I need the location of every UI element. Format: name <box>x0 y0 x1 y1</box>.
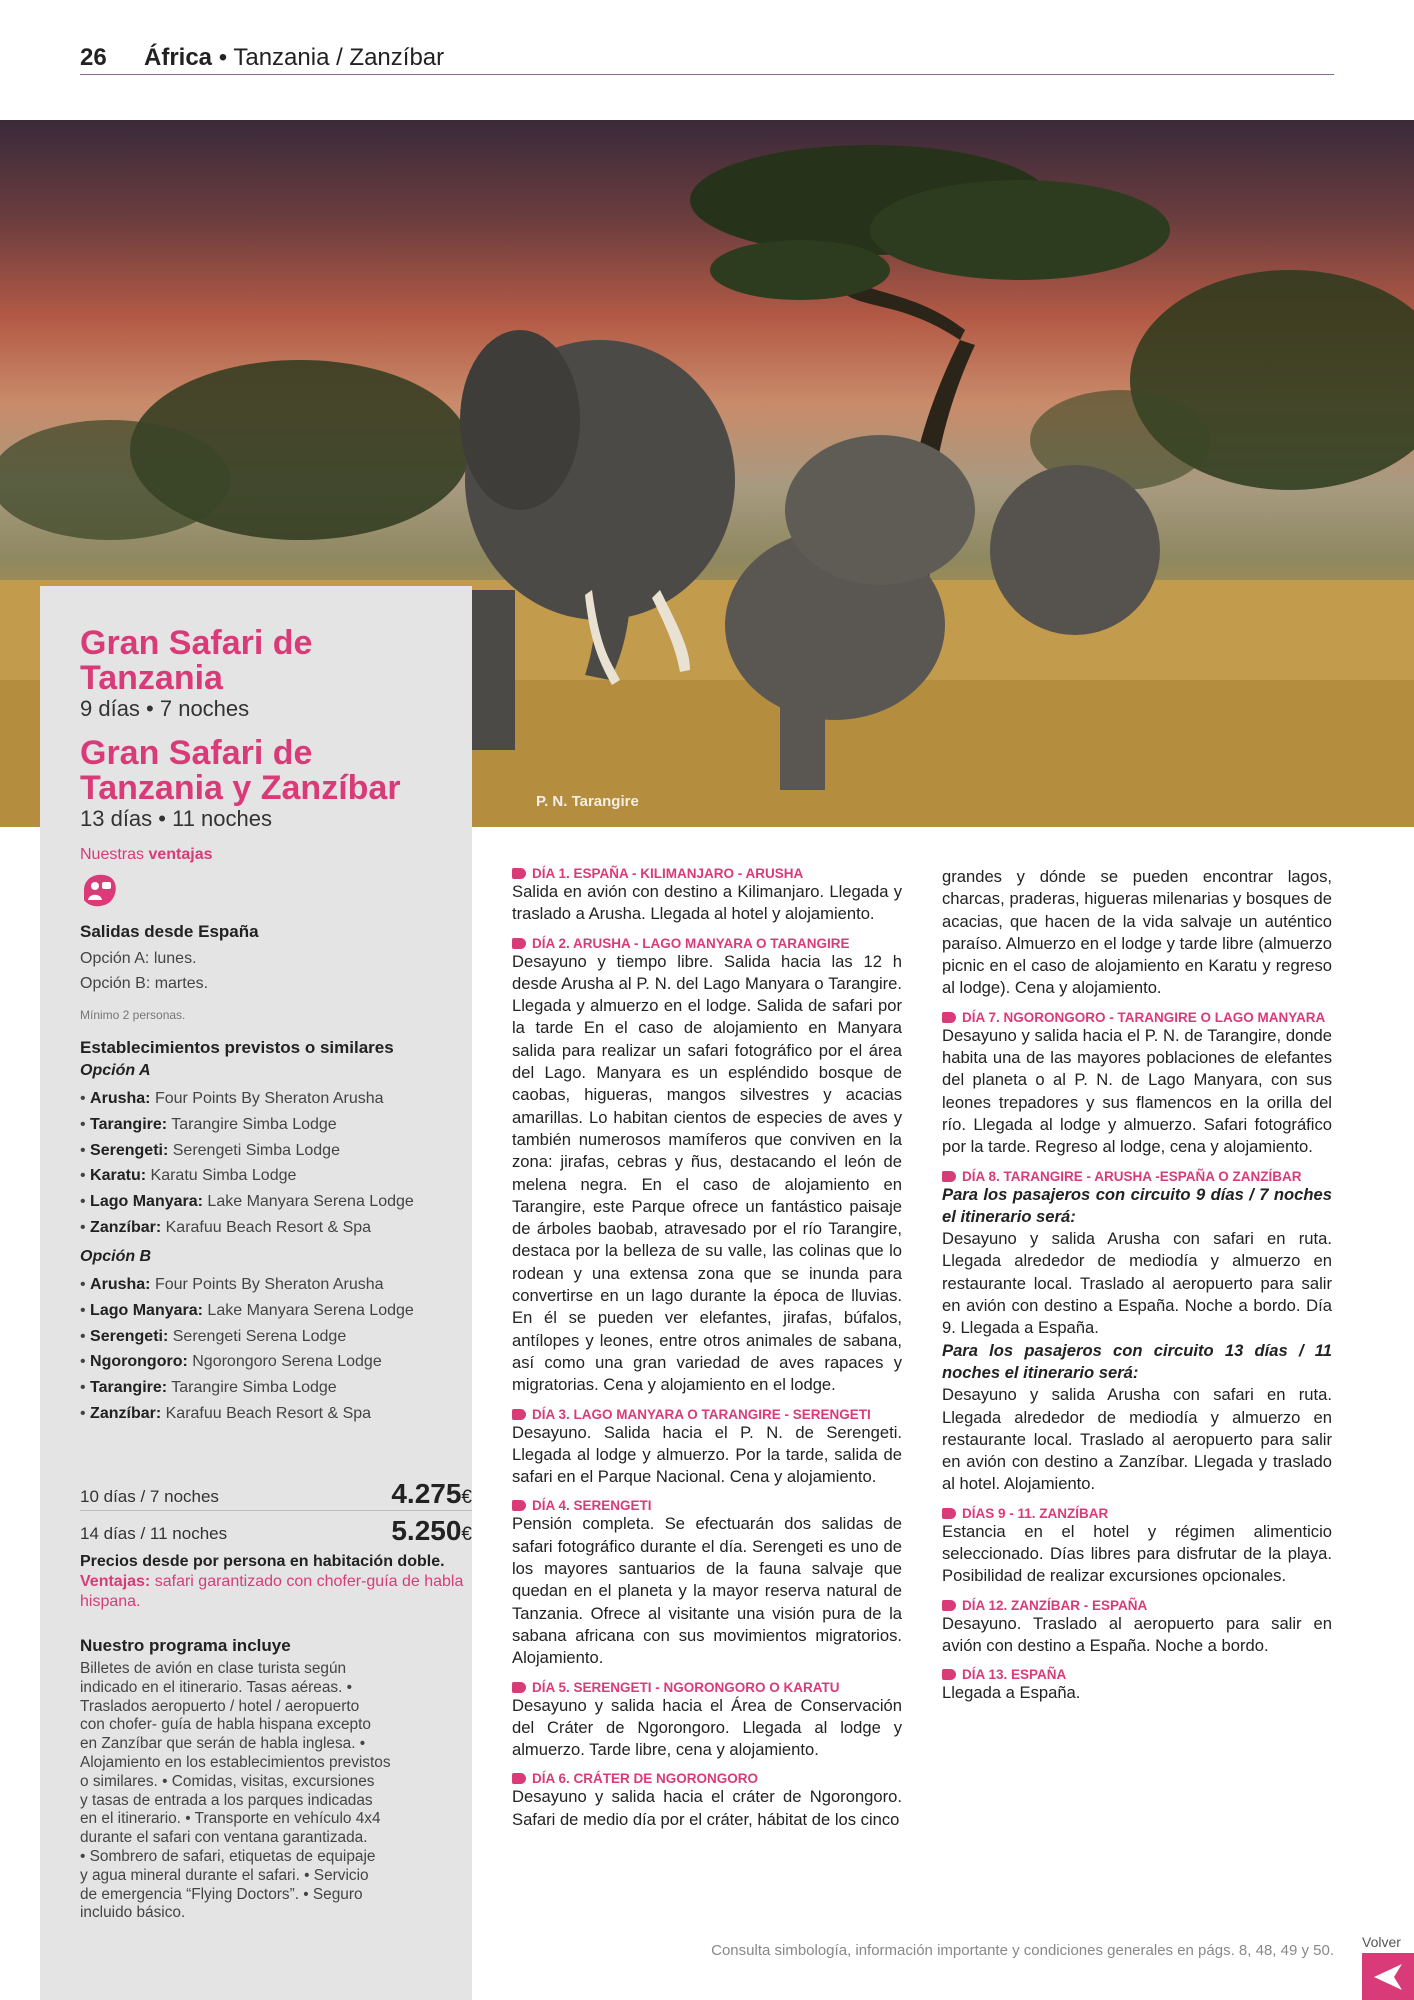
location-name: Tanzania / Zanzíbar <box>233 44 445 71</box>
day-description: Llegada a España. <box>942 1683 1081 1703</box>
day-description: Desayuno. Salida hacia el P. N. de Serengeti. Llegada al lodge y almuerzo. Por la tarde, salida de safari en el Parque Nacional. Cena y alojamiento. <box>512 1422 902 1487</box>
page-number: 26 <box>80 44 107 71</box>
region-name: África <box>144 44 213 71</box>
hotel-list-item: • Zanzíbar: Karafuu Beach Resort & Spa <box>80 1404 372 1422</box>
hotel-list-item: • Tarangire: Tarangire Simba Lodge <box>80 1379 337 1397</box>
day-heading: DÍA 4. SERENGETI <box>512 1498 902 1513</box>
day-marker-icon <box>942 1600 956 1611</box>
day-description: Salida en avión con destino a Kilimanjaro. Llegada y traslado a Arusha. Llegada al hotel y alojamiento. <box>512 882 902 924</box>
day-heading: DÍA 13. ESPAÑA <box>942 1667 1332 1682</box>
hotel-list-item: • Ngorongoro: Ngorongoro Serena Lodge <box>80 1353 382 1371</box>
option-b-hotel-list <box>80 1272 472 1427</box>
day-subheading: Para los pasajeros con circuito 13 días / 11 noches el itinerario será: <box>942 1340 1332 1382</box>
ventajas-prefix: Nuestras <box>80 846 145 863</box>
day-description: Desayuno y salida hacia el cráter de Ngorongoro. Safari de medio día por el cráter, hábitat de los cinco <box>512 1787 902 1829</box>
hotel-list-item: • Arusha: Four Points By Sheraton Arusha <box>80 1276 384 1293</box>
incluye-heading: Nuestro programa incluye <box>80 1636 291 1655</box>
ventajas-label <box>80 846 472 864</box>
day-description: Estancia en el hotel y régimen alimenticio seleccionado. Días libres para disfrutar de la playa. Posibilidad de realizar excursiones opcionales. <box>942 1521 1332 1586</box>
guide-badge-icon <box>80 870 120 910</box>
footer-note: Consulta simbología, información importante y condiciones generales en págs. 8, 48, 49 y 50. <box>711 1942 1334 1959</box>
volver-label[interactable]: Volver <box>1362 1934 1401 1950</box>
day-marker-icon <box>512 1500 526 1511</box>
day-marker-icon <box>942 1669 956 1680</box>
photo-caption: P. N. Tarangire <box>536 793 639 810</box>
day-heading: DÍA 12. ZANZÍBAR - ESPAÑA <box>942 1598 1332 1613</box>
day-heading: DÍA 5. SERENGETI - NGORONGORO O KARATU <box>512 1680 902 1695</box>
hotel-list-item: • Arusha: Four Points By Sheraton Arusha <box>80 1090 384 1107</box>
trip1-title-line2: Tanzania <box>80 659 223 697</box>
day-marker-icon <box>512 938 526 949</box>
back-arrow-icon <box>1372 1962 1404 1992</box>
hotel-list-item: • Serengeti: Serengeti Serena Lodge <box>80 1327 347 1345</box>
price-note <box>80 1552 472 1612</box>
hotel-list-item: • Tarangire: Tarangire Simba Lodge <box>80 1115 337 1133</box>
trip2-duration: 13 días • 11 noches <box>80 806 272 831</box>
day-heading: DÍAS 9 - 11. ZANZÍBAR <box>942 1506 1332 1521</box>
day-marker-icon <box>942 1171 956 1182</box>
trip2-title <box>80 736 472 806</box>
price-value: 5.250€ <box>391 1515 472 1546</box>
hotel-list-item: • Zanzíbar: Karafuu Beach Resort & Spa <box>80 1218 372 1236</box>
trip-info-sidebar <box>40 586 472 2000</box>
day-description: Desayuno. Traslado al aeropuerto para salir en avión con destino a España. Noche a bordo. <box>942 1613 1332 1655</box>
price-label: 14 días / 11 noches <box>80 1524 228 1543</box>
day-heading: DÍA 2. ARUSHA - LAGO MANYARA O TARANGIRE <box>512 936 902 951</box>
day-heading: DÍA 8. TARANGIRE - ARUSHA -ESPAÑA O ZANZÍBAR <box>942 1169 1332 1184</box>
itinerary-column-2 <box>942 866 1332 1705</box>
incluye-text: Billetes de avión en clase turista según indicado en el itinerario. Tasas aéreas. • Traslados aeropuerto / hotel / aeropuerto con chofer- guía de habla hispana excepto en Zanzíbar que serán de habla inglesa. • Alojamiento en los establecimientos previstos o similares. • Comidas, visitas, excursiones y tasas de entrada a los parques indicadas en el itinerario. • Transporte en vehículo 4x4 durante el safari con ventana garantizada. • Sombrero de safari, etiquetas de equipaje y agua mineral durante el safari. • Servicio de emergencia “Flying Doctors”. • Seguro incluido básico. <box>80 1660 391 1922</box>
day-description: Desayuno y salida hacia el Área de Conservación del Cráter de Ngorongoro. Llegada al lodge y almuerzo. Tarde libre, cena y alojamiento. <box>512 1695 902 1760</box>
breadcrumb-separator: • <box>218 44 228 71</box>
day-description: Pensión completa. Se efectuarán dos salidas de safari fotográfico durante el día. Serengeti es uno de los mayores santuarios de la fauna salvaje que quedan en el planeta y la mayor reserva natural de Tanzania. Ofrece al visitante una visión pura de la sabana africana con sus movimientos migratorios. Alojamiento. <box>512 1514 902 1668</box>
day-heading: DÍA 1. ESPAÑA - KILIMANJARO - ARUSHA <box>512 866 902 881</box>
price-row <box>80 1511 472 1547</box>
establecimientos-heading: Establecimientos previstos o similares <box>80 1038 394 1057</box>
day-marker-icon <box>942 1012 956 1023</box>
itinerary-column-1 <box>512 866 902 1831</box>
hotel-list-item: • Lago Manyara: Lake Manyara Serena Lodge <box>80 1301 414 1319</box>
day-subheading: Para los pasajeros con circuito 9 días / 7 noches el itinerario será: <box>942 1184 1332 1226</box>
ventajas-word: ventajas <box>148 846 213 863</box>
price-value: 4.275€ <box>391 1478 472 1509</box>
price-note-ventajas-label: Ventajas: <box>80 1573 151 1590</box>
page-header <box>80 44 1334 75</box>
day-description: Desayuno y salida Arusha con safari en ruta. Llegada alrededor de mediodía y almuerzo en restaurante local. Traslado al aeropuerto para salir en avión con destino a Zanzíbar. Llegada y traslado al hotel. Alojamiento. <box>942 1385 1332 1494</box>
trip1-title-line1: Gran Safari de <box>80 624 313 662</box>
day-marker-icon <box>512 1773 526 1784</box>
back-button[interactable] <box>1362 1953 1414 2000</box>
trip1-duration: 9 días • 7 noches <box>80 696 250 721</box>
hotel-list-item: • Karatu: Karatu Simba Lodge <box>80 1167 297 1185</box>
salidas-heading: Salidas desde España <box>80 922 259 941</box>
price-note-text: Precios desde por persona en habitación doble. <box>80 1553 445 1570</box>
option-a-hotel-list <box>80 1086 472 1241</box>
hotel-list-item: • Serengeti: Serengeti Simba Lodge <box>80 1141 340 1159</box>
day-description: grandes y dónde se pueden encontrar lagos, charcas, praderas, higueras milenarias y bosques de acacias, que hacen de la vida salvaje un auténtico paraíso. Almuerzo en el lodge y tarde libre (almuerzo picnic en el caso de alojamiento en Karatu y regreso al lodge). Cena y alojamiento. <box>942 867 1332 998</box>
salidas-opcion-b: Opción B: martes. <box>80 975 209 992</box>
day-description: Desayuno y salida hacia el P. N. de Tarangire, donde habita una de las mayores poblaciones de elefantes del planeta o al P. N. de Lago Manyara, con sus leones trepadores y sus flamencos en la orilla del río. Llegada al lodge y almuerzo. Safari fotográfico por la tarde. Regreso al lodge, cena y alojamiento. <box>942 1025 1332 1157</box>
day-marker-icon <box>512 1409 526 1420</box>
price-label: 10 días / 7 noches <box>80 1487 219 1506</box>
price-row <box>80 1474 472 1511</box>
day-heading: DÍA 7. NGORONGORO - TARANGIRE O LAGO MANYARA <box>942 1010 1332 1025</box>
minimo-personas: Mínimo 2 personas. <box>80 1008 186 1022</box>
day-marker-icon <box>512 868 526 879</box>
salidas-opcion-a: Opción A: lunes. <box>80 950 197 967</box>
trip1-title <box>80 626 472 696</box>
day-description: Desayuno y salida Arusha con safari en ruta. Llegada alrededor de mediodía y almuerzo en restaurante local. Traslado al aeropuerto para salir en avión con destino a España. Noche a bordo. Día 9. Llegada a España. <box>942 1229 1332 1338</box>
hotel-list-item: • Lago Manyara: Lake Manyara Serena Lodge <box>80 1193 414 1211</box>
day-marker-icon <box>942 1508 956 1519</box>
trip2-title-line1: Gran Safari de <box>80 734 313 772</box>
option-b-label: Opción B <box>80 1248 152 1265</box>
day-marker-icon <box>512 1682 526 1693</box>
day-description: Desayuno y tiempo libre. Salida hacia las 12 h desde Arusha al P. N. del Lago Manyara o Tarangire. Llegada y almuerzo en el lodge. Salida de safari por la tarde En el caso de alojamiento en Manyara salida para realizar un safari fotográfico por el área del Lago. Manyara es un espléndido bosque de caobas, higueras, mangos silvestres y acacias amarillas. Lo habitan cientos de especies de aves y también numerosos mamíferos que conviven en la zona: jirafas, cebras y ñus, destacando el león de melena negra. En el caso de alojamiento en Tarangire, este Parque ofrece un fantástico paisaje de árboles baobab, atravesado por el río Tarangire, destaca por la belleza de su valle, las colinas que lo rodean y una extensa zona que se inunda para convertirse en un lago durante la época de lluvias. En él se pueden ver elefantes, jirafas, búfalos, antílopes y leones, entre otros animales de sabana, así como una gran variedad de aves rapaces y migratorias. Cena y alojamiento en el lodge. <box>512 951 902 1395</box>
day-heading: DÍA 6. CRÁTER DE NGORONGORO <box>512 1771 902 1786</box>
trip2-title-line2: Tanzania y Zanzíbar <box>80 769 401 807</box>
breadcrumb <box>144 44 444 72</box>
day-heading: DÍA 3. LAGO MANYARA O TARANGIRE - SERENGETI <box>512 1407 902 1422</box>
option-a-label: Opción A <box>80 1062 151 1079</box>
price-note-ventajas-text: safari garantizado con chofer-guía de habla hispana. <box>80 1573 464 1610</box>
